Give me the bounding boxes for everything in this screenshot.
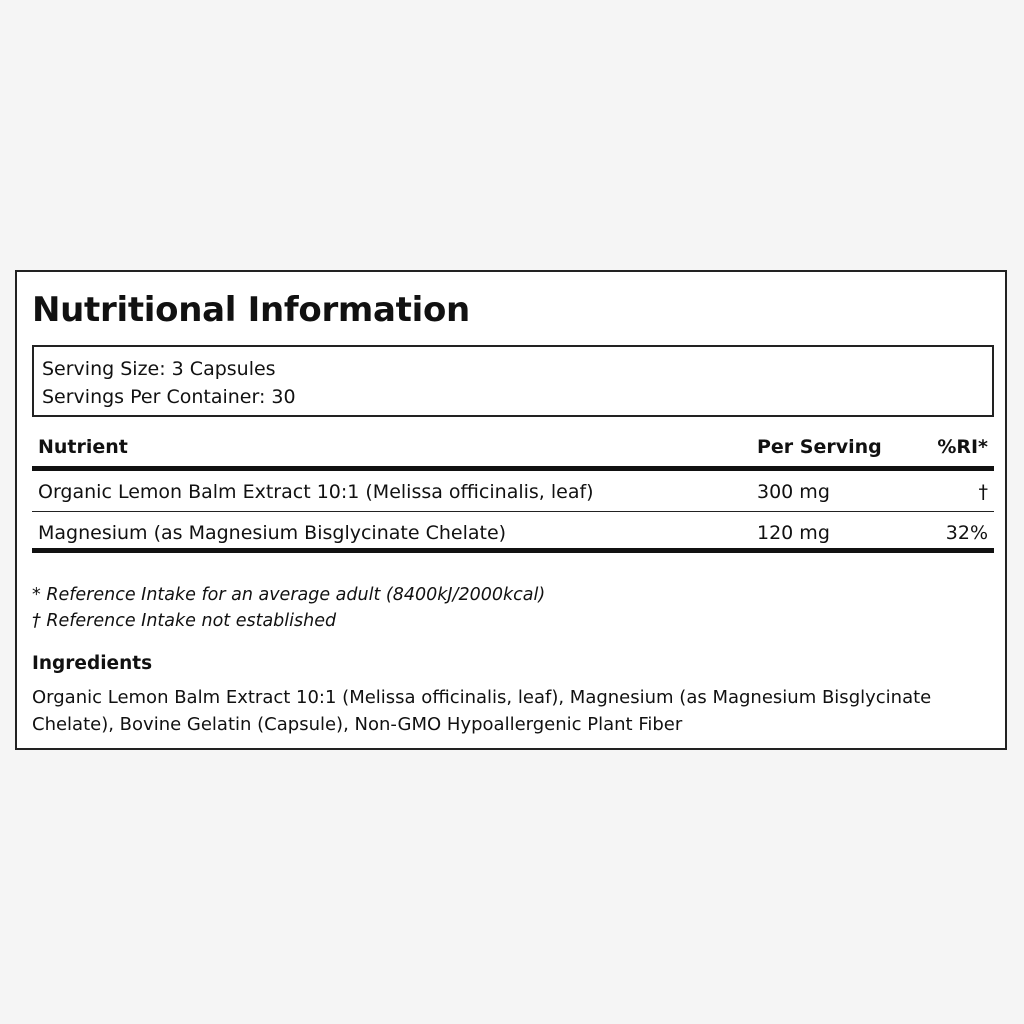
nutrient-table xyxy=(32,432,994,553)
table-header-row xyxy=(32,432,994,471)
nutrient-name: Magnesium (as Magnesium Bisglycinate Chelate) xyxy=(38,522,507,544)
footnote-not-established: † Reference Intake not established xyxy=(32,611,337,631)
table-row xyxy=(32,512,994,553)
nutrient-amount: 120 mg xyxy=(757,522,830,544)
nutrition-panel xyxy=(15,270,1007,750)
header-per-serving: Per Serving xyxy=(757,436,882,458)
serving-info-box xyxy=(32,345,994,417)
footnote-reference-intake: * Reference Intake for an average adult (8400kJ/2000kcal) xyxy=(32,585,546,605)
nutrient-amount: 300 mg xyxy=(757,481,830,503)
nutrient-ri: † xyxy=(978,481,988,503)
nutrient-ri: 32% xyxy=(945,522,988,544)
nutrient-name: Organic Lemon Balm Extract 10:1 (Melissa officinalis, leaf) xyxy=(38,481,594,503)
ingredients-heading: Ingredients xyxy=(32,653,153,674)
header-nutrient: Nutrient xyxy=(38,436,128,458)
header-ri: %RI* xyxy=(937,436,988,458)
panel-title: Nutritional Information xyxy=(32,290,470,330)
ingredients-list: Organic Lemon Balm Extract 10:1 (Melissa officinalis, leaf), Magnesium (as Magnesium Bisglycinate Chelate), Bovine Gelatin (Capsule), Non-GMO Hypoallergenic Plant Fiber xyxy=(32,687,932,735)
serving-size: Serving Size: 3 Capsules xyxy=(42,358,276,380)
servings-per-container: Servings Per Container: 30 xyxy=(42,386,296,408)
table-row xyxy=(32,471,994,512)
footnotes xyxy=(32,582,545,634)
